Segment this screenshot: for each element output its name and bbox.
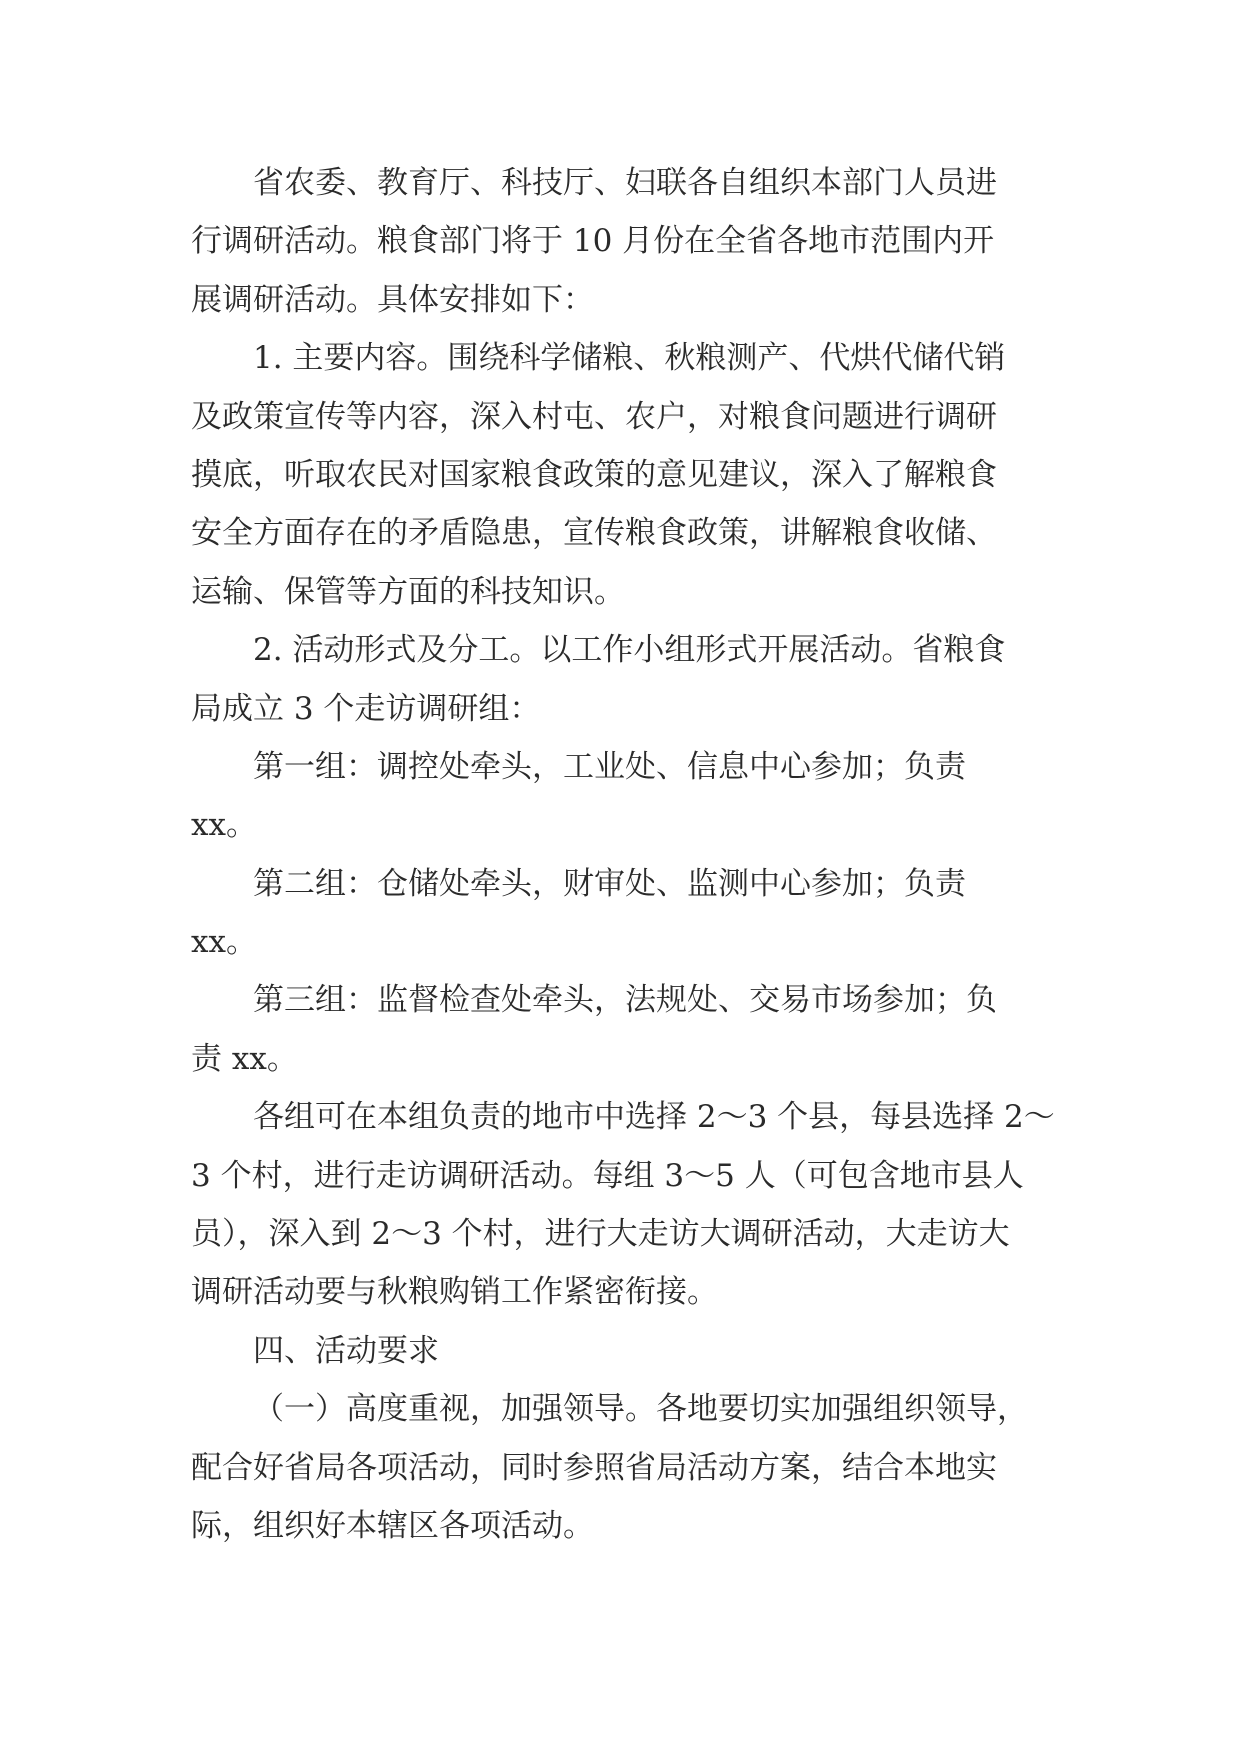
paragraph-line: （一）高度重视，加强领导。各地要切实加强组织领导， <box>253 1391 1028 1428</box>
paragraph-line: 局成立 3 个走访调研组： <box>191 690 541 727</box>
paragraph-line: 第二组：仓储处牵头，财审处、监测中心参加；负责 <box>253 865 966 902</box>
paragraph-line: 际，组织好本辖区各项活动。 <box>191 1507 594 1544</box>
section-heading-text: 四、活动要求 <box>253 1332 439 1369</box>
paragraph-group-2 <box>191 855 1071 972</box>
paragraph-line: 2. 活动形式及分工。以工作小组形式开展活动。省粮食 <box>253 632 1006 669</box>
paragraph-group-1 <box>191 738 1071 855</box>
paragraph-line: 行调研活动。粮食部门将于 10 月份在全省各地市范围内开 <box>191 223 995 260</box>
paragraph-line: 及政策宣传等内容，深入村屯、农户，对粮食问题进行调研 <box>191 398 997 435</box>
paragraph-line: 省农委、教育厅、科技厅、妇联各自组织本部门人员进 <box>253 165 997 201</box>
paragraph-line: 安全方面存在的矛盾隐患，宣传粮食政策，讲解粮食收储、 <box>191 515 997 552</box>
paragraph-groups-note <box>191 1088 1071 1322</box>
paragraph-line: 摸底，听取农民对国家粮食政策的意见建议，深入了解粮食 <box>191 456 997 493</box>
paragraph-line: 3 个村，进行走访调研活动。每组 3～5 人（可包含地市县人 <box>191 1157 1024 1194</box>
paragraph-intro <box>191 154 1071 329</box>
paragraph-line: xx。 <box>191 807 257 844</box>
paragraph-line: 调研活动要与秋粮购销工作紧密衔接。 <box>191 1274 718 1311</box>
paragraph-line: 展调研活动。具体安排如下： <box>191 281 594 318</box>
paragraph-main-content <box>191 329 1071 621</box>
paragraph-line: 运输、保管等方面的科技知识。 <box>191 573 625 610</box>
paragraph-line: 1. 主要内容。围绕科学储粮、秋粮测产、代烘代储代销 <box>253 340 1006 377</box>
paragraph-line: 第一组：调控处牵头，工业处、信息中心参加；负责 <box>253 748 966 785</box>
paragraph-requirement-1 <box>191 1380 1071 1555</box>
paragraph-line: xx。 <box>191 924 257 961</box>
paragraph-line: 员），深入到 2～3 个村，进行大走访大调研活动，大走访大 <box>191 1216 1010 1253</box>
section-heading <box>191 1322 1071 1380</box>
paragraph-line: 配合好省局各项活动，同时参照省局活动方案，结合本地实 <box>191 1449 997 1486</box>
paragraph-line: 责 xx。 <box>191 1040 298 1077</box>
paragraph-line: 各组可在本组负责的地市中选择 2～3 个县，每县选择 2～ <box>253 1099 1055 1136</box>
document-body <box>191 154 1071 1555</box>
paragraph-activity-form <box>191 621 1071 738</box>
paragraph-group-3 <box>191 971 1071 1088</box>
paragraph-line: 第三组：监督检查处牵头，法规处、交易市场参加；负 <box>253 982 997 1019</box>
